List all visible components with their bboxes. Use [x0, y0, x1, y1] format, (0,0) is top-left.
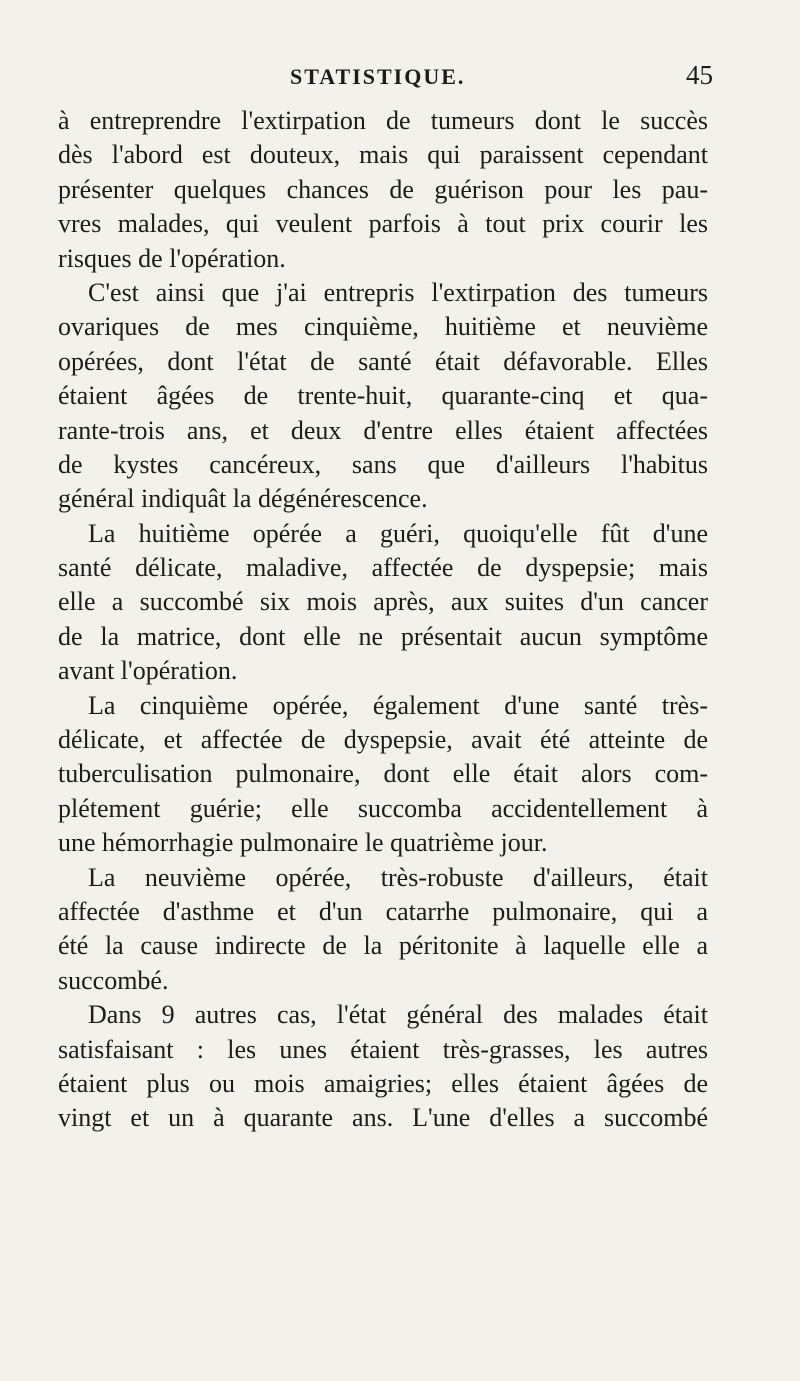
- running-head: STATISTIQUE.: [290, 64, 466, 89]
- text-line: risques de l'opération.: [58, 243, 286, 273]
- text-line: tuberculisation pulmonaire, dont elle était alors com-: [58, 759, 708, 789]
- text-line: vres malades, qui veulent parfois à tout prix courir les: [58, 209, 708, 239]
- text-line: rante-trois ans, et deux d'entre elles étaient affectées: [58, 415, 708, 445]
- text-line: affectée d'asthme et d'un catarrhe pulmonaire, qui a: [58, 896, 708, 926]
- text-line: C'est ainsi que j'ai entrepris l'extirpation des tumeurs: [88, 277, 708, 307]
- paragraph: [58, 276, 708, 517]
- text-line: santé délicate, maladive, affectée de dyspepsie; mais: [58, 553, 708, 583]
- text-line: délicate, et affectée de dyspepsie, avait été atteinte de: [58, 725, 708, 755]
- text-line: une hémorrhagie pulmonaire le quatrième jour.: [58, 828, 548, 858]
- text-line: opérées, dont l'état de santé était défavorable. Elles: [58, 346, 708, 376]
- body-text: [58, 104, 708, 1136]
- text-line: succombé.: [58, 965, 169, 995]
- paragraph: [58, 104, 708, 276]
- text-line: satisfaisant : les unes étaient très-grasses, les autres: [58, 1034, 708, 1064]
- text-line: vingt et un à quarante ans. L'une d'elles a succombé: [58, 1103, 708, 1133]
- paragraph: [58, 689, 708, 861]
- text-line: étaient âgées de trente-huit, quarante-cinq et qua-: [58, 381, 708, 411]
- paragraph: [58, 517, 708, 689]
- text-line: ovariques de mes cinquième, huitième et neuvième: [58, 312, 708, 342]
- text-line: La neuvième opérée, très-robuste d'ailleurs, était: [88, 862, 708, 892]
- text-line: avant l'opération.: [58, 656, 238, 686]
- paragraph: [58, 861, 708, 999]
- text-line: général indiquât la dégénérescence.: [58, 484, 428, 514]
- page-number: 45: [686, 60, 713, 90]
- paragraph: [58, 998, 708, 1136]
- text-line: à entreprendre l'extirpation de tumeurs dont le succès: [58, 106, 708, 135]
- text-line: La cinquième opérée, également d'une santé très-: [88, 690, 708, 720]
- text-line: La huitième opérée a guéri, quoiqu'elle fût d'une: [88, 518, 708, 548]
- text-line: présenter quelques chances de guérison pour les pau-: [58, 174, 708, 204]
- text-line: de kystes cancéreux, sans que d'ailleurs l'habitus: [58, 449, 708, 479]
- text-line: elle a succombé six mois après, aux suites d'un cancer: [58, 587, 708, 617]
- text-line: de la matrice, dont elle ne présentait aucun symptôme: [58, 621, 708, 651]
- text-line: dès l'abord est douteux, mais qui paraissent cependant: [58, 140, 708, 170]
- text-line: été la cause indirecte de la péritonite à laquelle elle a: [58, 931, 708, 961]
- text-line: étaient plus ou mois amaigries; elles étaient âgées de: [58, 1068, 708, 1098]
- text-line: plétement guérie; elle succomba accidentellement à: [58, 793, 708, 823]
- text-line: Dans 9 autres cas, l'état général des malades était: [88, 1000, 708, 1030]
- page-header: [0, 60, 800, 94]
